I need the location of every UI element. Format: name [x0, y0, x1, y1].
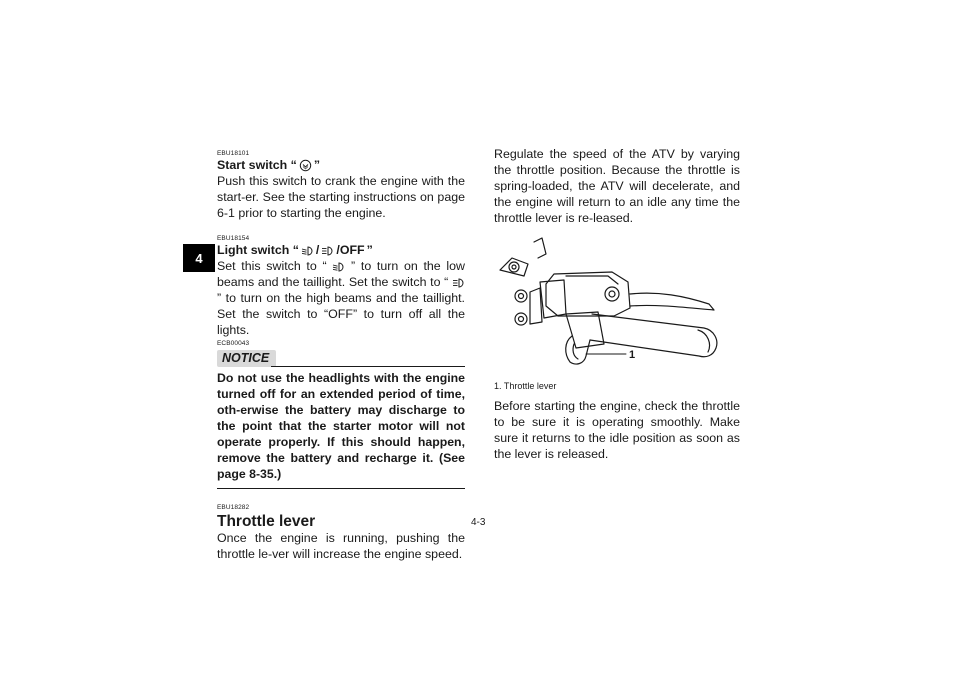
- right-column: [494, 146, 740, 462]
- section-code: ECB00043: [217, 340, 250, 347]
- throttle-lever-heading: Throttle lever: [217, 513, 316, 530]
- section-code: EBU18154: [217, 235, 250, 242]
- section-code: EBU18282: [217, 504, 250, 511]
- notice-label: NOTICE: [217, 350, 276, 367]
- page-number: 4-3: [471, 517, 486, 528]
- figure-callout-number: 1: [629, 349, 636, 361]
- throttle-regulate-body: Regulate the speed of the ATV by varying the throttle position. Because the throttle is spring-loaded, the ATV will decelerate, and the engine will return to an idle any time the throttle lever is re-leased.: [494, 147, 740, 225]
- throttle-lever-body: Once the engine is running, pushing the throttle le-ver will increase the engine speed.: [217, 531, 465, 561]
- high-beam-icon: [321, 246, 334, 256]
- left-column: [217, 150, 465, 562]
- light-switch-body: Set this switch to “ ” to turn on the low beams and the taillight. Set the switch to “ ” to turn on the high beams and the taillight. Set the switch to “OFF” to turn off all the lights.: [217, 259, 465, 337]
- divider: [271, 366, 465, 367]
- figure-caption: 1. Throttle lever: [494, 381, 557, 391]
- low-beam-icon: [301, 246, 314, 256]
- light-switch-heading: Light switch “ / /OFF ”: [217, 243, 373, 257]
- chapter-tab: 4: [183, 244, 215, 272]
- notice-header: [217, 350, 465, 368]
- low-beam-icon: [332, 262, 345, 272]
- start-switch-heading: Start switch “ ”: [217, 158, 321, 172]
- throttle-check-body: Before starting the engine, check the throttle to be sure it is operating smoothly. Make sure it returns to the idle position as soon as the lever is released.: [494, 399, 740, 461]
- handlebar-illustration: [494, 236, 740, 376]
- notice-body: Do not use the headlights with the engine turned off for an extended period of time, oth-erwise the battery may discharge to the point that the starter motor will not operate properly. If this should happen, remove the battery and recharge it. (See page 8-35.): [217, 371, 465, 481]
- start-switch-body: Push this switch to crank the engine with the start-er. See the starting instructions on page 6-1 prior to starting the engine.: [217, 174, 465, 220]
- start-switch-icon: [299, 159, 312, 172]
- throttle-lever-figure: [494, 236, 740, 376]
- high-beam-icon: [452, 278, 465, 288]
- section-code: EBU18101: [217, 150, 250, 157]
